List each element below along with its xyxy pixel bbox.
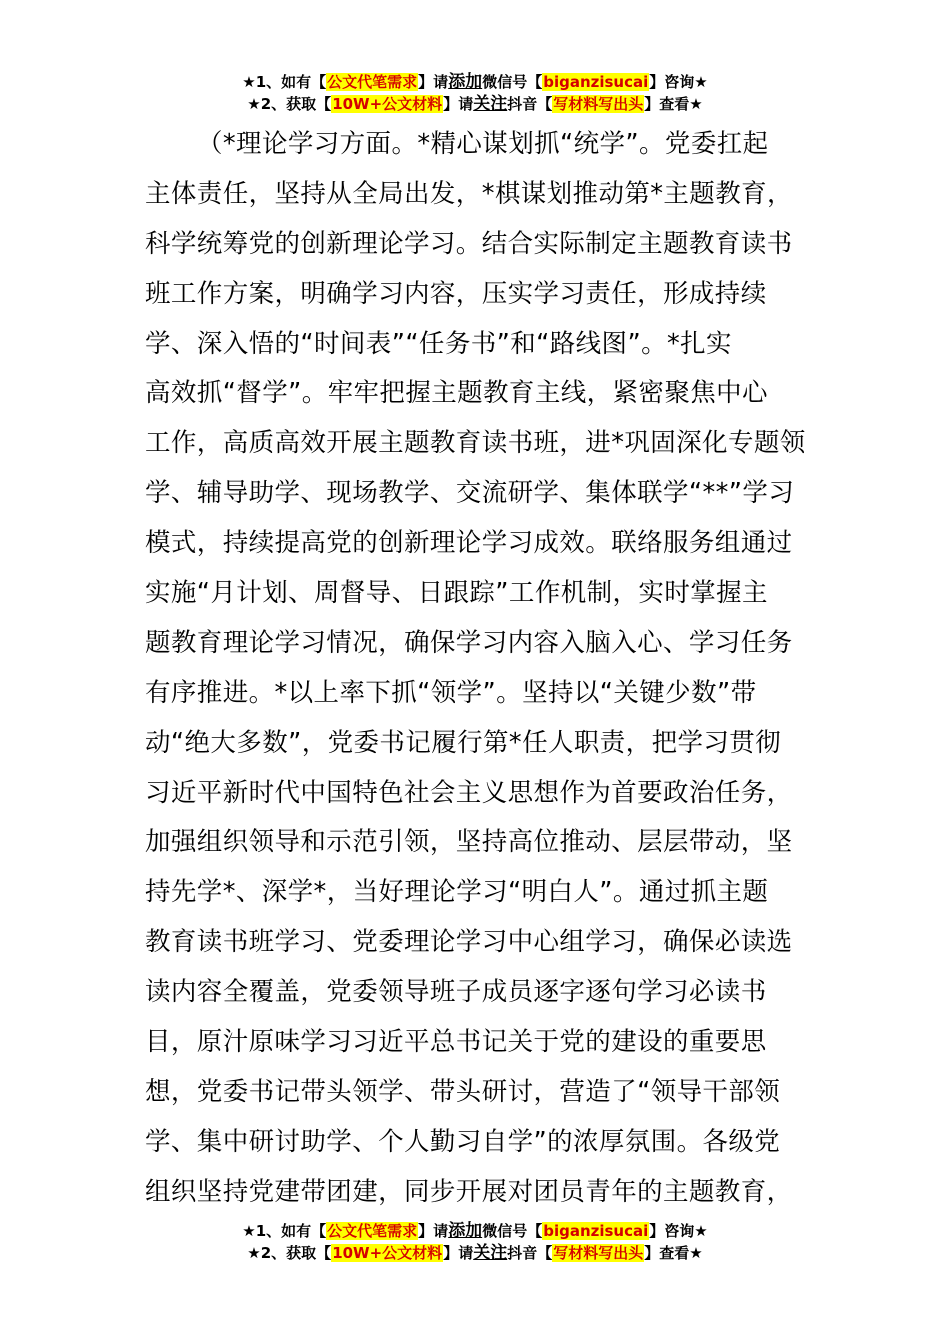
highlight-ghostwriting: 公文代笔需求 — [327, 1222, 418, 1240]
underlined-add: 添加 — [448, 1221, 483, 1241]
banner-text: 】请 — [443, 1244, 474, 1262]
banner-text: 抖音【 — [507, 95, 553, 113]
highlight-materials: 10W+公文材料 — [332, 1244, 443, 1262]
body-line: 加强组织领导和示范引领，坚持高位推动、层层带动，坚 — [145, 827, 793, 858]
banner-text: ★2、获取【 — [247, 95, 332, 113]
highlight-wechat-id: biganzisucai — [543, 1222, 649, 1240]
highlight-materials: 10W+公文材料 — [332, 95, 443, 113]
banner-text: ★1、如有【 — [242, 73, 327, 91]
body-line: 持先学*、深学*，当好理论学习“明白人”。通过抓主题 — [145, 877, 769, 908]
highlight-wechat-id: biganzisucai — [543, 73, 649, 91]
body-line: 题教育理论学习情况，确保学习内容入脑入心、学习任务 — [145, 627, 793, 658]
banner-text: 微信号【 — [482, 73, 543, 91]
body-line: 班工作方案，明确学习内容，压实学习责任，形成持续 — [145, 278, 767, 309]
underlined-follow: 关注 — [473, 94, 508, 114]
body-paragraph — [145, 120, 810, 1218]
banner-text: 】查看★ — [644, 1244, 703, 1262]
underlined-add: 添加 — [448, 72, 483, 92]
body-line: 实施“月计划、周督导、日跟踪”工作机制，实时掌握主 — [145, 578, 768, 609]
body-line: 目，原汁原味学习习近平总书记关于党的建设的重要思 — [145, 1027, 767, 1058]
banner-text: ★2、获取【 — [247, 1244, 332, 1262]
body-line: 主体责任，坚持从全局出发，*棋谋划推动第*主题教育， — [145, 178, 793, 209]
body-line: 习近平新时代中国特色社会主义思想作为首要政治任务， — [145, 777, 793, 808]
body-line: 模式，持续提高党的创新理论学习成效。联络服务组通过 — [145, 528, 793, 559]
banner-text: 】请 — [418, 1222, 449, 1240]
body-line: 工作，高质高效开展主题教育读书班，进*巩固深化专题领 — [145, 428, 806, 459]
highlight-douyin-account: 写材料写出头 — [553, 1244, 644, 1262]
banner-line-2 — [0, 93, 950, 115]
underlined-follow: 关注 — [473, 1243, 508, 1263]
body-line: （*理论学习方面。*精心谋划抓“统学”。党委扛起 — [197, 129, 769, 159]
body-line: 想，党委书记带头领学、带头研讨，营造了“领导干部领 — [145, 1076, 781, 1107]
highlight-douyin-account: 写材料写出头 — [553, 95, 644, 113]
body-line: 科学统筹党的创新理论学习。结合实际制定主题教育读书 — [145, 228, 793, 259]
banner-text: 】请 — [418, 73, 449, 91]
banner-text: 微信号【 — [482, 1222, 543, 1240]
body-line: 学、深入悟的“时间表”“任务书”和“路线图”。*扎实 — [145, 328, 732, 359]
body-line: 教育读书班学习、党委理论学习中心组学习，确保必读选 — [145, 927, 793, 958]
banner-line-2 — [0, 1242, 950, 1264]
banner-line-1 — [0, 71, 950, 93]
banner-text: 】查看★ — [644, 95, 703, 113]
banner-text: 】咨询★ — [649, 1222, 708, 1240]
header-banner — [0, 71, 950, 115]
banner-text: 抖音【 — [507, 1244, 553, 1262]
banner-text: 】咨询★ — [649, 73, 708, 91]
banner-line-1 — [0, 1220, 950, 1242]
footer-banner — [0, 1220, 950, 1264]
body-line: 读内容全覆盖，党委领导班子成员逐字逐句学习必读书 — [145, 977, 767, 1008]
body-line: 组织坚持党建带团建，同步开展对团员青年的主题教育， — [145, 1176, 793, 1207]
body-line: 高效抓“督学”。牢牢把握主题教育主线，紧密聚焦中心 — [145, 378, 768, 409]
banner-text: ★1、如有【 — [242, 1222, 327, 1240]
body-line: 有序推进。*以上率下抓“领学”。坚持以“关键少数”带 — [145, 677, 757, 708]
body-line: 动“绝大多数”，党委书记履行第*任人职责，把学习贯彻 — [145, 727, 782, 758]
body-line: 学、集中研讨助学、个人勤习自学”的浓厚氛围。各级党 — [145, 1126, 781, 1157]
highlight-ghostwriting: 公文代笔需求 — [327, 73, 418, 91]
banner-text: 】请 — [443, 95, 474, 113]
body-line: 学、辅导助学、现场教学、交流研学、集体联学“**”学习 — [145, 478, 795, 509]
